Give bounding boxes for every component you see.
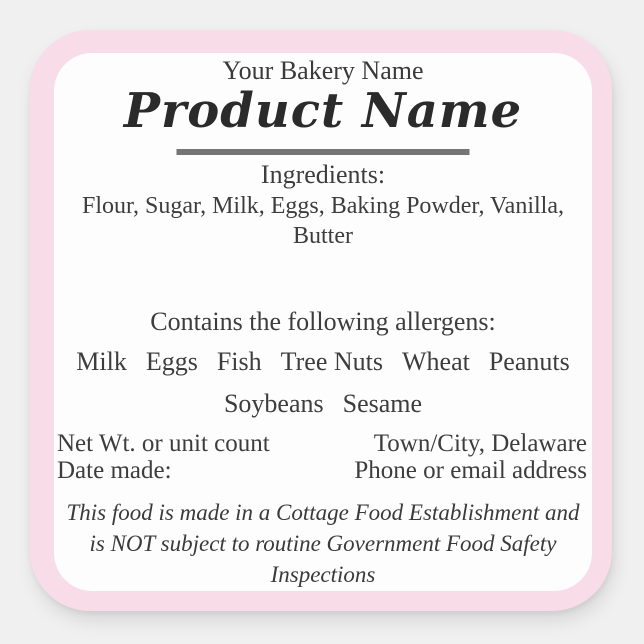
cottage-food-disclaimer: This food is made in a Cottage Food Establishment and is NOT subject to routine Government Food Safety Inspections [66,500,580,587]
details-section [57,430,587,484]
allergen-item: Sesame [342,389,423,418]
divider-rule [177,149,470,155]
details-right-column [354,430,587,484]
label-body [54,53,592,591]
location-label: Town/City, Delaware [373,430,587,457]
net-weight-label: Net Wt. or unit count [57,430,270,457]
allergen-item: Fish [216,347,262,376]
allergens-row-1 [54,348,592,376]
allergen-item: Wheat [401,347,470,376]
allergens-row-2 [54,390,592,418]
bakery-label-sticker [30,30,612,611]
product-name: Product Name [123,83,523,139]
allergen-item: Peanuts [488,347,570,376]
allergen-item: Milk [76,347,127,376]
allergens-heading: Contains the following allergens: [150,307,496,336]
date-made-label: Date made: [57,457,172,484]
contact-label: Phone or email address [354,457,587,484]
allergen-item: Tree Nuts [280,347,383,376]
allergen-item: Eggs [145,347,198,376]
ingredients-heading: Ingredients: [260,160,386,189]
allergen-item: Soybeans [223,389,324,418]
bakery-name: Your Bakery Name [222,56,424,85]
details-left-column [57,430,270,484]
ingredients-list: Flour, Sugar, Milk, Eggs, Baking Powder, Vanilla, Butter [82,193,564,249]
